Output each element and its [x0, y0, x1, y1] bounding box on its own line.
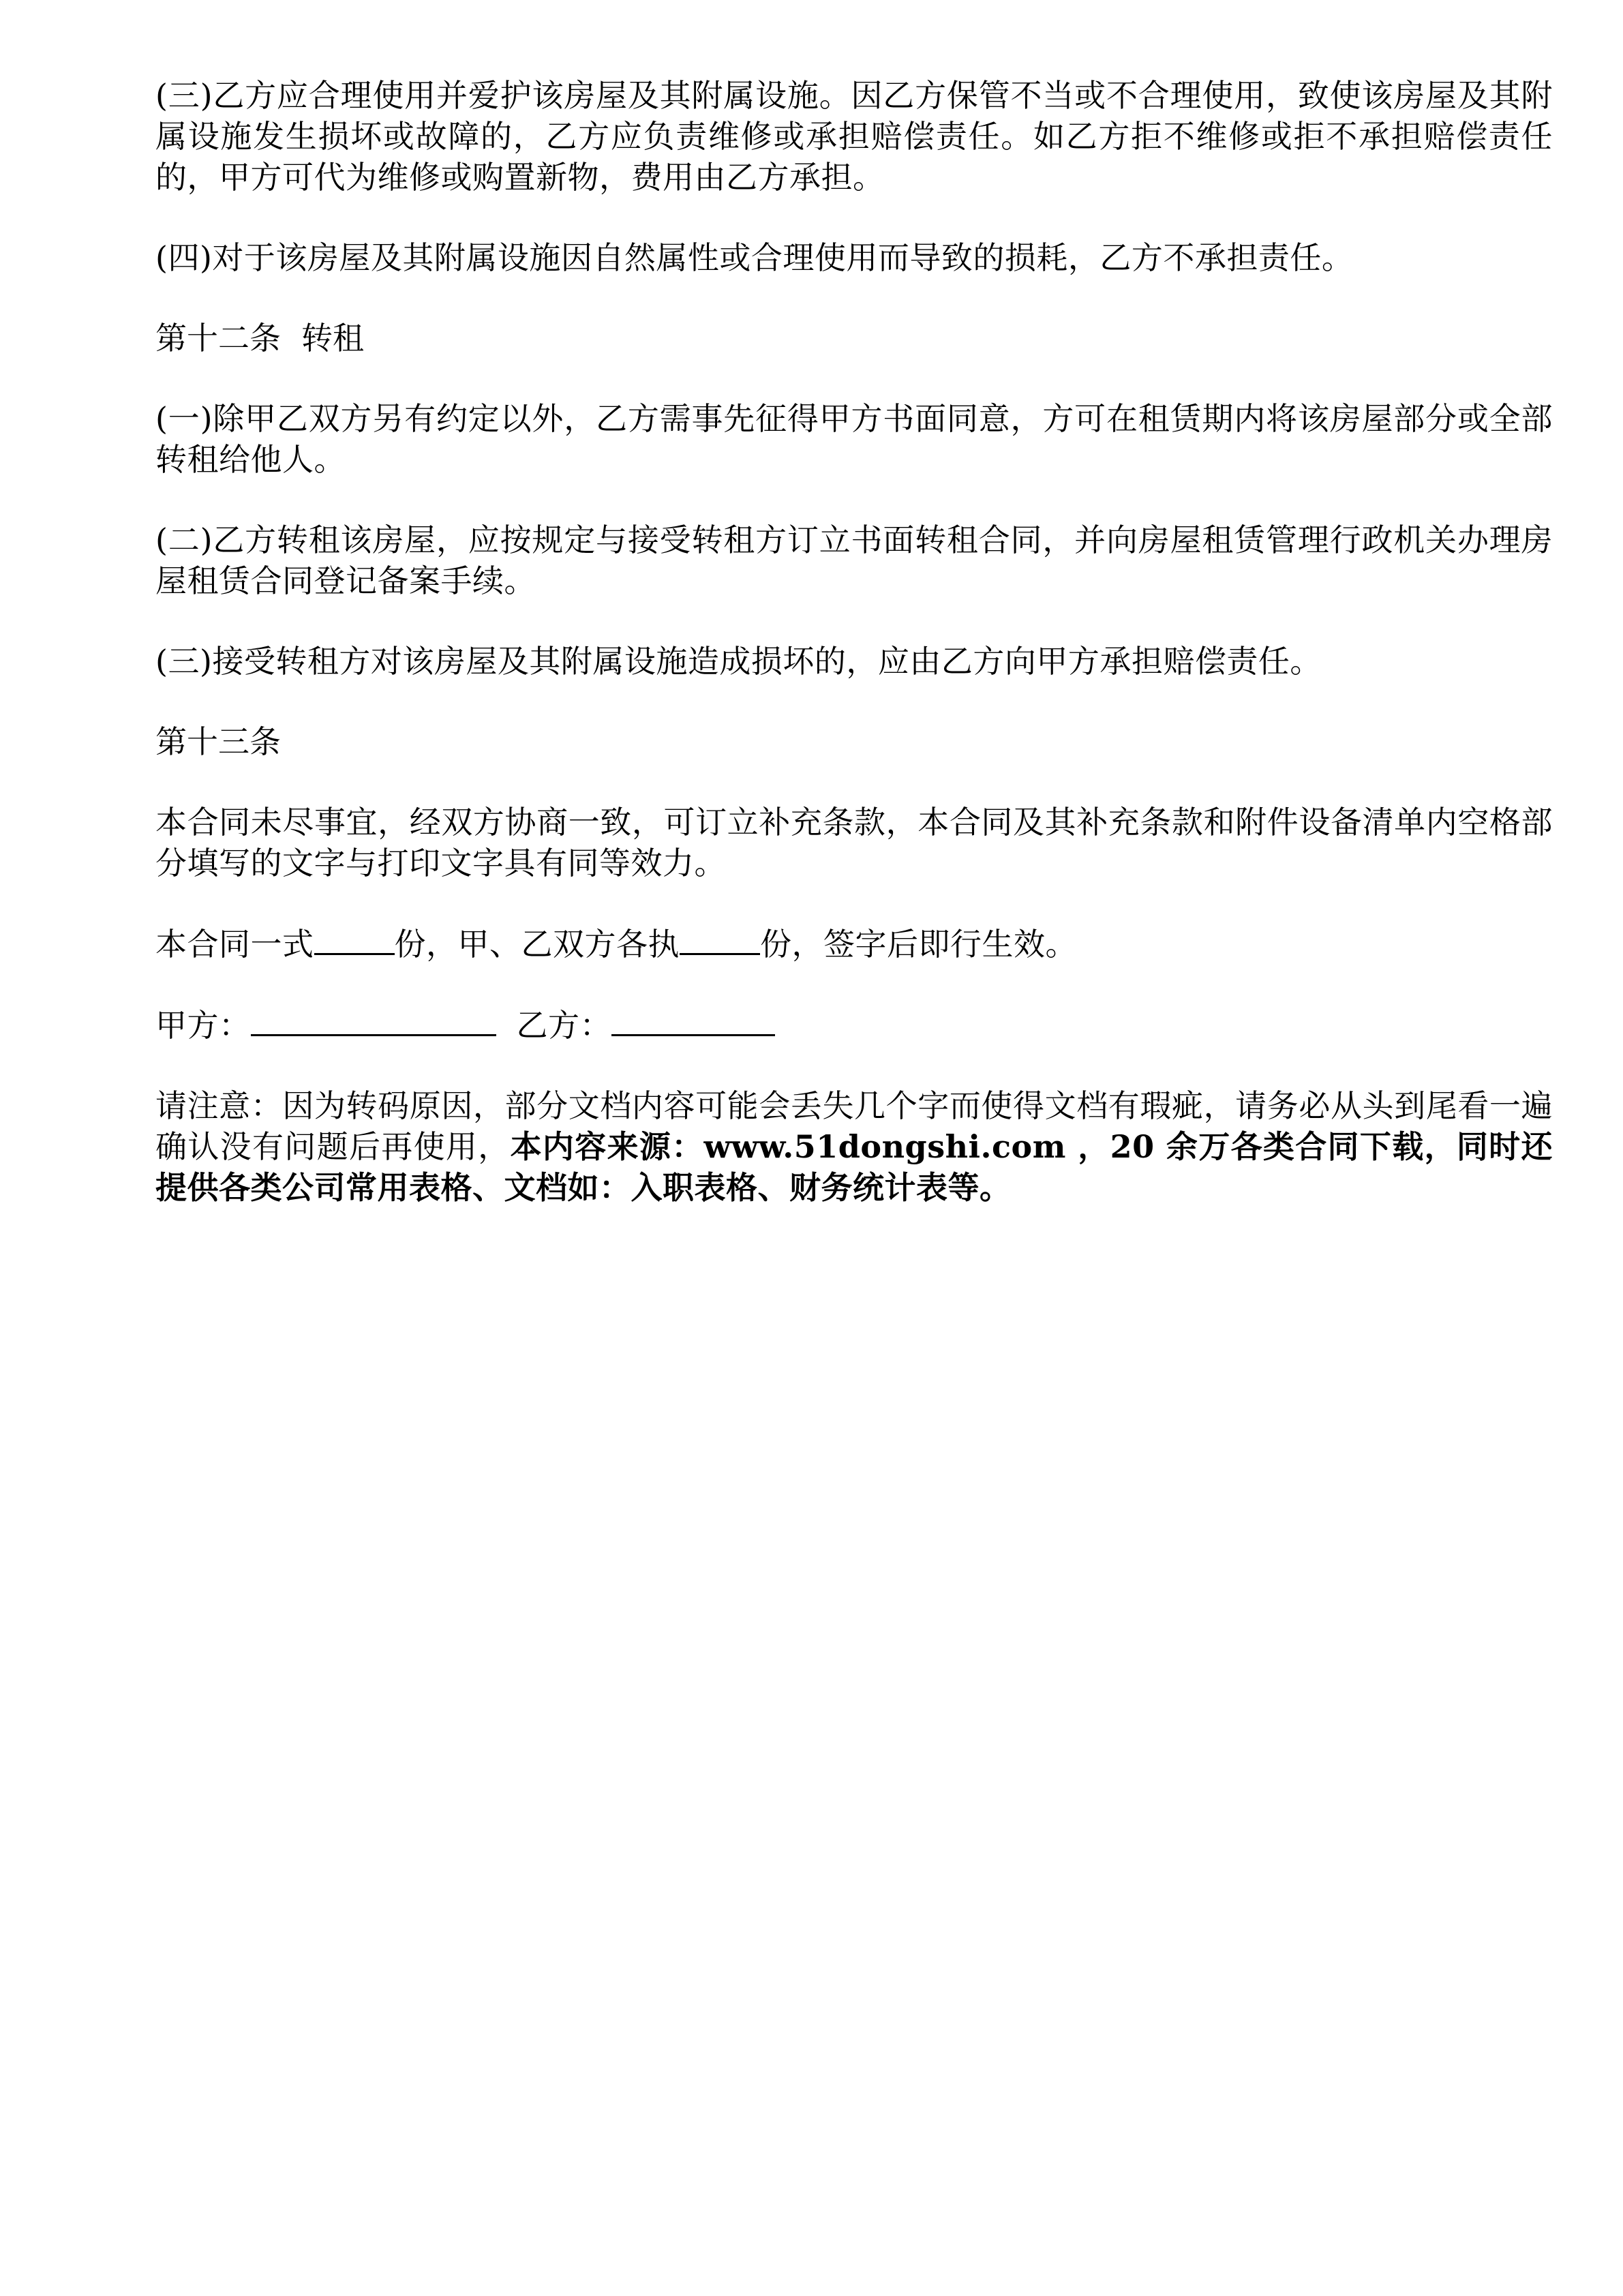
notice-source-text: 本内容来源：www.51dongshi.com ，20 余万各类合同下载，同时还提供各类公司常用表格、文档如：入职表格、财务统计表等。: [155, 1128, 1553, 1206]
article-12-number: 第十二条: [155, 320, 281, 357]
clause-11-3: (三)乙方应合理使用并爱护该房屋及其附属设施。因乙方保管不当或不合理使用，致使该房屋及其附属设施发生损坏或故障的，乙方应负责维修或承担赔偿责任。如乙方拒不维修或拒不承担赔偿责任的，甲方可代为维修或购置新物，费用由乙方承担。: [155, 77, 1553, 196]
party-a-signature-blank[interactable]: [251, 1004, 496, 1036]
party-a-label: 甲方：: [155, 1007, 251, 1044]
notice-normal-text: 请注意：因为转码原因，部分文档内容可能会丢失几个字而使得文档有瑕疵，请务必从头到尾看一遍确认没有问题后再使用，: [155, 1087, 1553, 1165]
clause-11-4: (四)对于该房屋及其附属设施因自然属性或合理使用而导致的损耗，乙方不承担责任。: [155, 239, 1354, 276]
copies-text-3: 份，签字后即行生效。: [760, 926, 1077, 963]
copies-clause: [155, 923, 1553, 965]
notice-paragraph: [155, 1085, 1553, 1208]
party-b-label: 乙方：: [516, 1007, 611, 1044]
article-12-heading: [155, 318, 1553, 359]
signature-line: [155, 1004, 1553, 1046]
clause-12-3: (三)接受转租方对该房屋及其附属设施造成损坏的，应由乙方向甲方承担赔偿责任。: [155, 643, 1322, 680]
party-b-signature-blank[interactable]: [611, 1004, 775, 1036]
article-13-heading: 第十三条: [155, 723, 281, 760]
copies-text-1: 本合同一式: [155, 926, 314, 963]
clause-12-1: (一)除甲乙双方另有约定以外，乙方需事先征得甲方书面同意，方可在租赁期内将该房屋部分或全部转租给他人。: [155, 400, 1553, 478]
copies-text-2: 份，甲、乙双方各执: [394, 926, 680, 963]
copies-each-blank[interactable]: [680, 923, 760, 955]
article-12-title: 转租: [301, 320, 364, 357]
copies-total-blank[interactable]: [314, 923, 395, 955]
document-page: [155, 75, 1553, 1248]
clause-13-1: 本合同未尽事宜，经双方协商一致，可订立补充条款，本合同及其补充条款和附件设备清单内空格部分填写的文字与打印文字具有同等效力。: [155, 804, 1553, 881]
clause-12-2: (二)乙方转租该房屋，应按规定与接受转租方订立书面转租合同，并向房屋租赁管理行政机关办理房屋租赁合同登记备案手续。: [155, 522, 1553, 599]
